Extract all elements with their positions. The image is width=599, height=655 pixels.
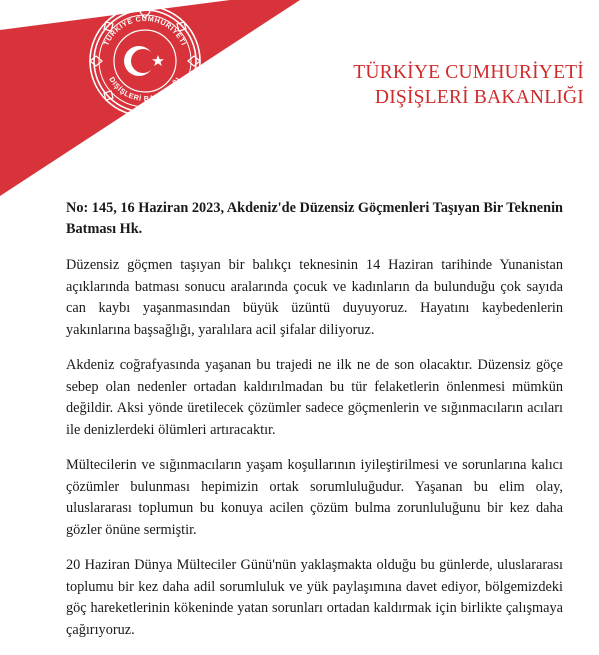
paragraph: Düzensiz göçmen taşıyan bir balıkçı teknesinin 14 Haziran tarihinde Yunanistan açıklarında batması sonucu aralarında çocuk ve kadınların da bulunduğu çok sayıda can kaybı yaşanmasından büyük üzüntü duyuyoruz. Hayatını kaybedenlerin yakınlarına başsağlığı, yaralılara acil şifalar diliyoruz. bbox=[66, 257, 563, 338]
seal-text-bottom: DIŞİŞLERİ BAKANLIĞI bbox=[107, 75, 183, 104]
ministry-name-line2: DIŞİŞLERİ BAKANLIĞI bbox=[374, 87, 584, 108]
press-release-body bbox=[66, 198, 563, 655]
ministry-name-line1: TÜRKİYE CUMHURİYETİ bbox=[353, 62, 584, 83]
paragraph: Akdeniz coğrafyasında yaşanan bu trajedi ne ilk ne de son olacaktır. Düzensiz göçe sebep olan nedenler ortadan kaldırılmadan bu tür felaketlerin önlenmesi mümkün değildir. Aksi yönde üretilecek çözümler sadece göçmenlerin ve sığınmacıların acıları ile denizlerdeki ölümleri artıracaktır. bbox=[66, 357, 563, 438]
seal-text-top: TÜRKİYE CUMHURİYETİ bbox=[101, 13, 189, 47]
ministry-seal-emblem bbox=[86, 2, 204, 120]
paragraph: Mültecilerin ve sığınmacıların yaşam koşullarının iyileştirilmesi ve sorunlarına kalıcı çözümler bulunması hepimizin ortak sorumluluğudur. Yaşanan bu elim olay, uluslararası toplumun bu konuya acilen çözüm bulma zorunluluğunu bir kez daha gözler önüne sermiştir. bbox=[66, 457, 563, 538]
ministry-name bbox=[330, 60, 584, 110]
paragraph: 20 Haziran Dünya Mülteciler Günü'nün yaklaşmakta olduğu bu günlerde, uluslararası toplumu bir kez daha adil sorumluluk ve yük paylaşımına davet ediyor, bölgemizdeki göç hareketlerinin kökeninde yatan sorunları ortadan kaldırmak için birlikte çalışmaya çağırıyoruz. bbox=[66, 557, 563, 638]
press-release-title: No: 145, 16 Haziran 2023, Akdeniz'de Düzensiz Göçmenleri Taşıyan Bir Teknenin Batması Hk. bbox=[66, 200, 563, 237]
crescent-star-icon bbox=[116, 32, 174, 90]
